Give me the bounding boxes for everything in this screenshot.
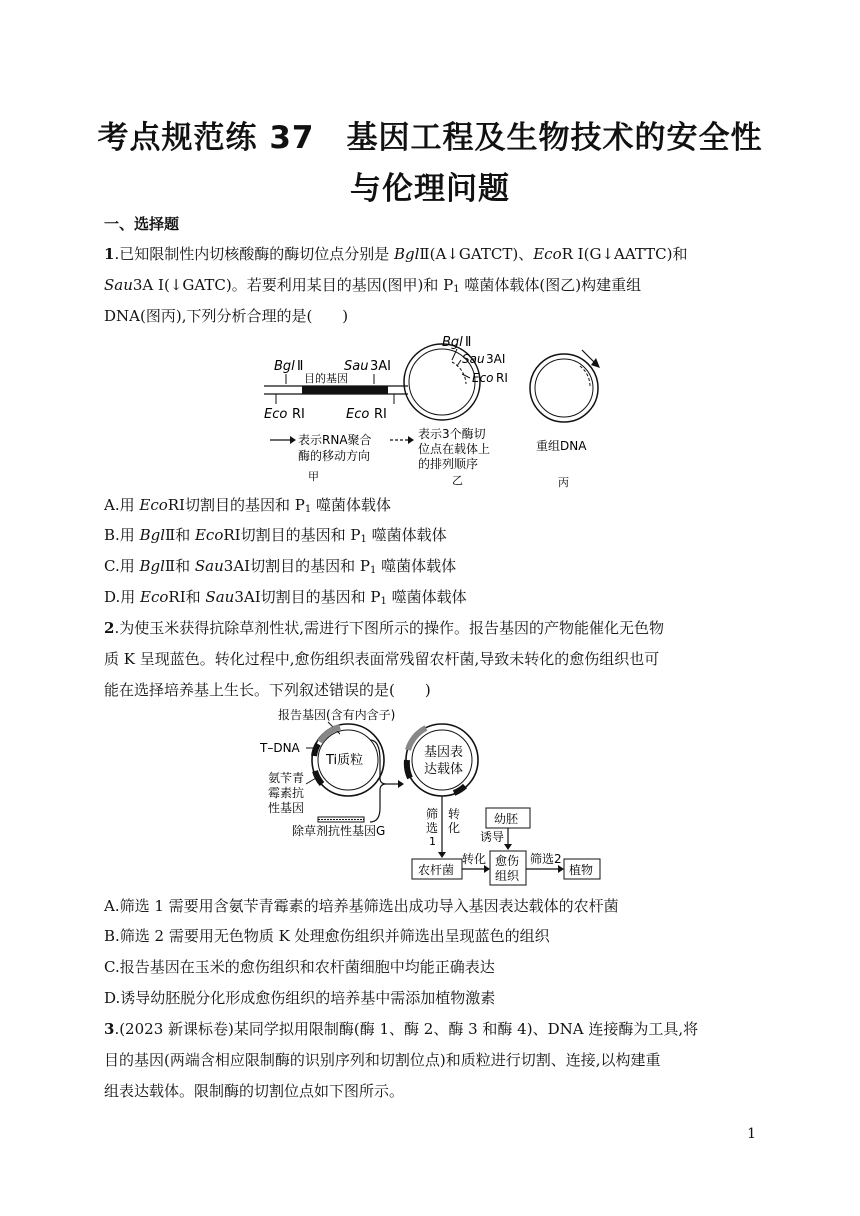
fig1-legend1-l2: 酶的移动方向 [298,449,371,463]
fig2-agro-label: 农杆菌 [418,863,455,877]
fig2-ti-label: Ti质粒 [326,753,364,768]
fig1-eco-label-right: Eco [346,407,370,422]
fig2-trans2-label: 转化 [462,852,487,866]
fig1-caption-yi: 乙 [452,474,463,487]
page-title-line1: 考点规范练 37 基因工程及生物技术的安全性 [97,120,763,156]
fig1-caption-bing: 丙 [558,476,569,489]
fig2-vector-line2: 达载体 [424,762,464,777]
q1-line2: Sau3A Ⅰ(↓GATC)。若要利用某目的基因(图甲)和 $P_1$ 噬菌体载体(图乙)构建重组 [104,276,642,295]
q2-line2: 质 K 呈现蓝色。转化过程中,愈伤组织表面常残留农杆菌,导致未转化的愈伤组织也可 [104,650,660,668]
fig2-vector-line1: 基因表 [424,745,464,760]
fig2-embryo-label: 幼胚 [494,812,519,826]
q2-option-c: C.报告基因在玉米的愈伤组织和农杆菌细胞中均能正确表达 [104,958,495,976]
q1-option-d: D.用 EcoRⅠ和 Sau3AⅠ切割目的基因和 $P_1$ 噬菌体载体 [104,588,467,607]
fig1-yi-sau-suffix: 3AⅠ [486,352,506,366]
page-number: 1 [747,1126,756,1142]
q1-option-c: C.用 BglⅡ和 Sau3AⅠ切割目的基因和 $P_1$ 噬菌体载体 [104,557,457,576]
fig2-tdna-label: T–DNA [260,741,300,755]
q1-line3: DNA(图丙),下列分析合理的是( ) [104,307,349,325]
fig2-induce-label: 诱导 [480,830,505,844]
fig1-legend2-l3: 的排列顺序 [418,457,479,471]
q2-option-d: D.诱导幼胚脱分化形成愈伤组织的培养基中需添加植物激素 [104,989,496,1007]
fig2-report-label: 报告基因(含有内含子) [278,708,396,722]
fig1-yi-bgl: Bgl [442,335,463,350]
fig1-sau-suffix: 3AⅠ [370,359,391,374]
fig1-legend2-l2: 位点在载体上 [418,442,491,456]
q1-option-a: A.用 EcoRⅠ切割目的基因和 $P_1$ 噬菌体载体 [104,496,392,515]
q2-line3: 能在选择培养基上生长。下列叙述错误的是( ) [104,681,431,699]
fig1-legend1-l1: 表示RNA聚合 [298,433,372,447]
q1-line1: 1.已知限制性内切核酸酶的酶切位点分别是 BglⅡ(A↓GATCT)、EcoR Ⅰ(G↓AATTC)和 [104,245,688,263]
fig2-screen1-a: 筛 [426,807,439,821]
fig2-plant-label: 植物 [569,863,594,877]
fig2-herb-label: 除草剂抗性基因G [292,824,386,838]
q1-option-b: B.用 BglⅡ和 EcoRⅠ切割目的基因和 $P_1$ 噬菌体载体 [104,526,447,545]
fig1-caption-jia: 甲 [308,470,319,483]
fig2-trans-a: 转 [448,807,461,821]
figure-restriction-sites [262,332,602,492]
section-heading: 一、选择题 [104,215,180,233]
fig2-screen1-b: 选 [426,821,439,835]
fig1-eco-suffix-left: RⅠ [292,407,305,422]
fig1-eco-label-left: Eco [264,407,288,422]
fig2-amp-line1: 氨苄青 [268,771,305,785]
figure-transformation-flow [258,704,608,890]
fig2-callus-line1: 愈伤 [495,854,520,868]
fig1-yi-eco-suffix: RⅠ [496,371,508,385]
q3-line3: 组表达载体。限制酶的切割位点如下图所示。 [104,1082,405,1100]
fig1-bgl-suffix: Ⅱ [297,359,304,374]
fig1-yi-bgl-suffix: Ⅱ [465,335,472,350]
q2-line1: 2.为使玉米获得抗除草剂性状,需进行下图所示的操作。报告基因的产物能催化无色物 [104,619,664,637]
q2-option-a: A.筛选 1 需要用含氨苄青霉素的培养基筛选出成功导入基因表达载体的农杆菌 [104,897,619,915]
q3-line2: 目的基因(两端含相应限制酶的识别序列和切割位点)和质粒进行切割、连接,以构建重 [104,1051,661,1069]
q3-line1: 3.(2023 新课标卷)某同学拟用限制酶(酶 1、酶 2、酶 3 和酶 4)、DNA 连接酶为工具,将 [104,1020,699,1038]
fig2-screen2-label: 筛选2 [530,852,562,866]
fig2-screen1-c: 1 [429,835,436,848]
fig1-sau-label: Sau [344,359,369,374]
fig1-yi-eco: Eco [472,371,494,385]
fig2-amp-line2: 霉素抗 [268,786,305,800]
fig2-callus-line2: 组织 [495,869,520,883]
fig1-eco-suffix-right: RⅠ [374,407,387,422]
fig2-trans-b: 化 [448,821,461,835]
fig1-legend2-l1: 表示3个酶切 [418,427,486,441]
page-title-line2: 与伦理问题 [350,171,510,207]
fig2-amp-line3: 性基因 [268,801,305,815]
fig1-recomb-label: 重组DNA [536,439,587,453]
fig1-bgl-label: Bgl [274,359,295,374]
fig1-yi-sau: Sau [462,352,485,366]
q2-option-b: B.筛选 2 需要用无色物质 K 处理愈伤组织并筛选出呈现蓝色的组织 [104,927,550,945]
fig1-gene-label: 目的基因 [304,372,348,385]
